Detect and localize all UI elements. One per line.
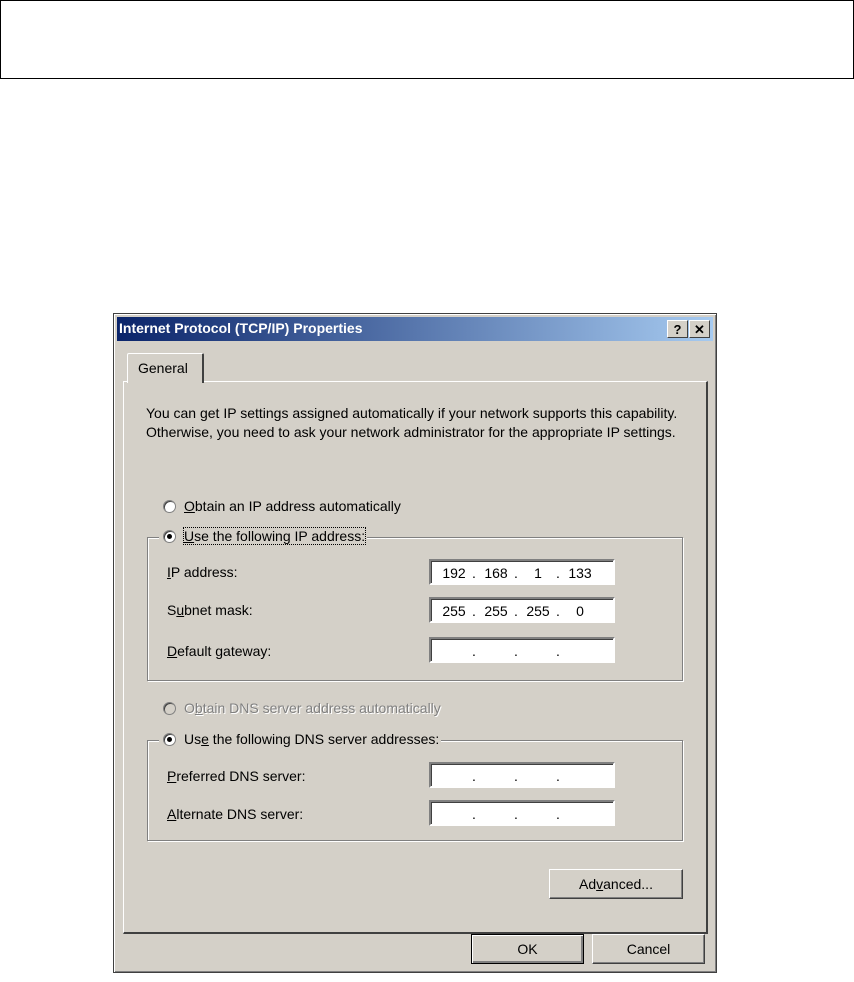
cancel-button[interactable]: Cancel bbox=[592, 934, 705, 964]
subnet-mask-label: Subnet mask: bbox=[167, 602, 253, 618]
radio-unchecked-icon bbox=[163, 500, 176, 513]
title-bar[interactable] bbox=[117, 317, 713, 341]
ok-button[interactable]: OK bbox=[471, 934, 584, 964]
alternate-dns-label: Alternate DNS server: bbox=[167, 806, 304, 822]
use-following-ip-radio[interactable] bbox=[159, 528, 367, 544]
advanced-button[interactable] bbox=[549, 869, 683, 899]
ip-address-input[interactable]: 192 . 168 . 1 . 133 bbox=[429, 559, 615, 585]
tab-general[interactable] bbox=[127, 353, 204, 383]
obtain-dns-auto-label: Obtain DNS server address automatically bbox=[184, 700, 441, 716]
obtain-ip-auto-radio[interactable] bbox=[163, 498, 403, 514]
advanced-button-label: Advanced... bbox=[579, 876, 653, 892]
default-gateway-input[interactable]: . . . bbox=[429, 637, 615, 663]
help-icon: ? bbox=[673, 321, 682, 337]
ip-address-label: IP address: bbox=[167, 564, 238, 580]
default-gateway-label: Default gateway: bbox=[167, 643, 272, 659]
help-button[interactable] bbox=[667, 320, 688, 338]
use-following-dns-label: Use the following DNS server addresses: bbox=[184, 731, 440, 747]
preferred-dns-label: Preferred DNS server: bbox=[167, 768, 306, 784]
alternate-dns-input[interactable]: . . . bbox=[429, 800, 615, 826]
description-text: You can get IP settings assigned automatically if your network supports this capability. Otherwise, you need to ask your network administrator for the appropriate IP settings. bbox=[146, 405, 678, 440]
use-following-dns-radio[interactable] bbox=[159, 731, 441, 747]
close-icon: ✕ bbox=[694, 321, 705, 337]
radio-checked-icon bbox=[163, 530, 176, 543]
obtain-dns-auto-radio[interactable] bbox=[163, 700, 443, 716]
preferred-dns-input[interactable]: . . . bbox=[429, 762, 615, 788]
tab-general-label: General bbox=[138, 360, 188, 376]
close-button[interactable] bbox=[689, 320, 710, 338]
obtain-ip-auto-label: Obtain an IP address automatically bbox=[184, 498, 401, 514]
blank-header-box bbox=[0, 0, 854, 79]
radio-disabled-icon bbox=[163, 702, 176, 715]
use-following-ip-label: Use the following IP address: bbox=[184, 528, 366, 544]
dialog-title: Internet Protocol (TCP/IP) Properties bbox=[119, 320, 363, 336]
subnet-mask-input[interactable]: 255 . 255 . 255 . 0 bbox=[429, 597, 615, 623]
tcpip-properties-dialog bbox=[113, 313, 717, 973]
radio-checked-icon bbox=[163, 733, 176, 746]
